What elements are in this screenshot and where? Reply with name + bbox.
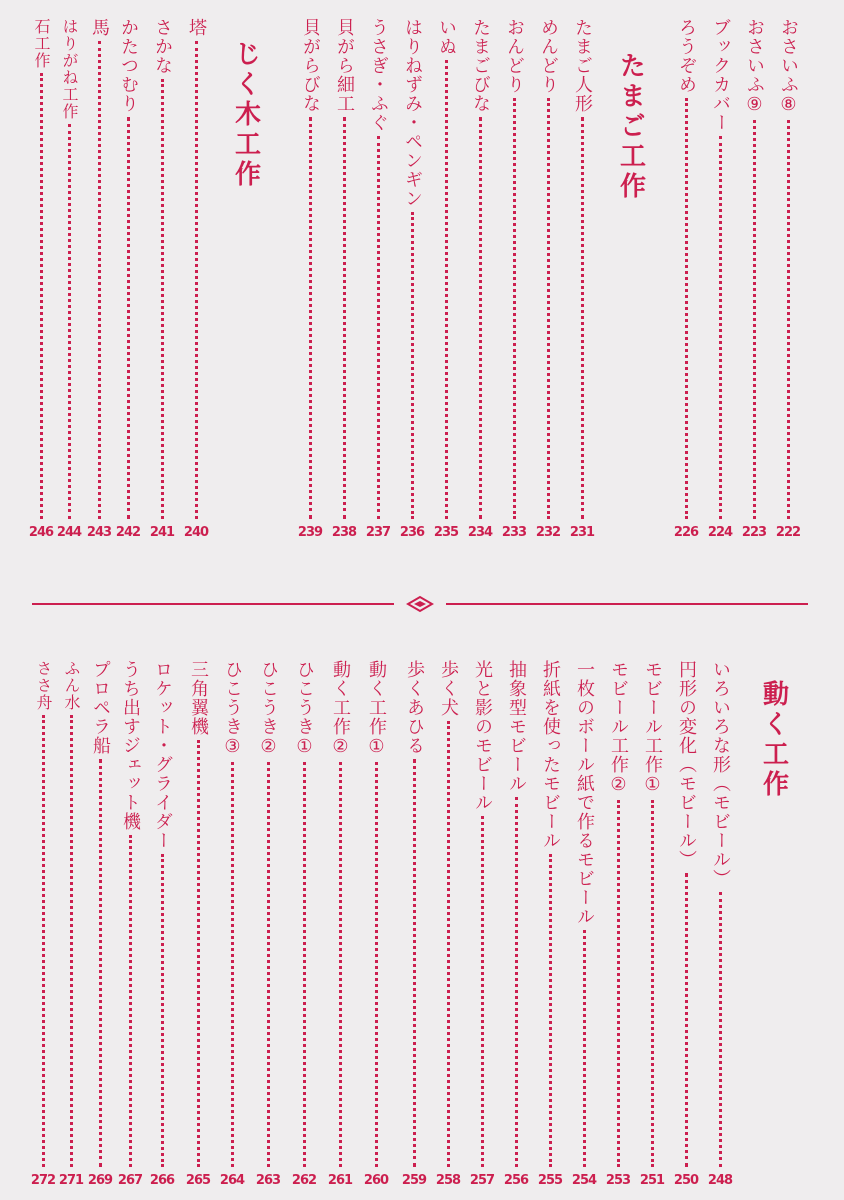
dot-leader xyxy=(753,120,756,519)
toc-entry[interactable]: 馬 243 xyxy=(86,18,112,540)
toc-entry[interactable]: さかな 241 xyxy=(149,18,175,540)
section-heading-matchstick-craft: じく木工作 xyxy=(230,40,261,190)
dot-leader xyxy=(267,762,270,1167)
dot-leader xyxy=(70,715,73,1167)
dot-leader xyxy=(685,873,688,1167)
toc-entry[interactable]: おさいふ⑨ 223 xyxy=(741,18,767,540)
toc-entry[interactable]: うさぎ・ふぐ 237 xyxy=(365,18,391,540)
section-heading-moving-craft: 動く工作 xyxy=(758,680,789,800)
dot-leader xyxy=(445,60,448,519)
toc-entry[interactable]: モビール工作② 253 xyxy=(605,660,631,1188)
toc-entry[interactable]: 歩くあひる 259 xyxy=(401,660,427,1188)
dot-leader xyxy=(719,892,722,1167)
dot-leader xyxy=(411,212,414,519)
toc-entry[interactable]: いろいろな形（モビール） 248 xyxy=(707,660,733,1188)
toc-entry[interactable]: 動く工作② 261 xyxy=(327,660,353,1188)
dot-leader xyxy=(685,98,688,519)
dot-leader xyxy=(651,800,654,1167)
dot-leader xyxy=(98,41,101,519)
toc-entry[interactable]: たまご人形 231 xyxy=(569,18,595,540)
toc-entry[interactable]: 歩く犬 258 xyxy=(435,660,461,1188)
section-heading-egg-craft: たまご工作 xyxy=(615,52,646,202)
dot-leader xyxy=(719,136,722,519)
toc-entry[interactable]: 光と影のモビール 257 xyxy=(469,660,495,1188)
dot-leader xyxy=(375,762,378,1167)
toc-entry[interactable]: ロケット・グライダー 266 xyxy=(149,660,175,1188)
toc-entry[interactable]: 抽象型モビール 256 xyxy=(503,660,529,1188)
toc-entry[interactable]: たまごびな 234 xyxy=(467,18,493,540)
toc-entry[interactable]: 貝がらびな 239 xyxy=(297,18,323,540)
dot-leader xyxy=(787,120,790,519)
diamond-ornament-icon xyxy=(406,595,434,613)
toc-entry[interactable]: おんどり 233 xyxy=(501,18,527,540)
toc-entry[interactable]: ひこうき② 263 xyxy=(255,660,281,1188)
toc-entry[interactable]: 石工作 246 xyxy=(28,18,54,540)
dot-leader xyxy=(68,124,71,519)
dot-leader xyxy=(515,797,518,1167)
dot-leader xyxy=(581,117,584,519)
dot-leader xyxy=(343,117,346,519)
section-divider xyxy=(32,600,808,608)
dot-leader xyxy=(161,854,164,1167)
toc-entry[interactable]: プロペラ船 269 xyxy=(87,660,113,1188)
dot-leader xyxy=(129,835,132,1167)
toc-entry[interactable]: 円形の変化（モビール） 250 xyxy=(673,660,699,1188)
toc-entry[interactable]: かたつむり 242 xyxy=(115,18,141,540)
toc-entry[interactable]: モビール工作① 251 xyxy=(639,660,665,1188)
dot-leader xyxy=(583,930,586,1167)
toc-entry[interactable]: おさいふ⑧ 222 xyxy=(775,18,801,540)
dot-leader xyxy=(99,759,102,1167)
toc-entry[interactable]: ろうぞめ 226 xyxy=(673,18,699,540)
dot-leader xyxy=(40,73,43,519)
dot-leader xyxy=(231,762,234,1167)
dot-leader xyxy=(309,117,312,519)
dot-leader xyxy=(549,854,552,1167)
dot-leader xyxy=(413,759,416,1167)
dot-leader xyxy=(42,715,45,1167)
dot-leader xyxy=(447,721,450,1167)
dot-leader xyxy=(303,762,306,1167)
toc-entry[interactable]: はりねずみ・ペンギン 236 xyxy=(399,18,425,540)
dot-leader xyxy=(617,800,620,1167)
toc-entry[interactable]: ブックカバー 224 xyxy=(707,18,733,540)
dot-leader xyxy=(513,98,516,519)
dot-leader xyxy=(479,117,482,519)
dot-leader xyxy=(339,762,342,1167)
toc-entry[interactable]: 塔 240 xyxy=(183,18,209,540)
toc-entry[interactable]: ひこうき③ 264 xyxy=(219,660,245,1188)
toc-entry[interactable]: 一枚のボール紙で作るモビール 254 xyxy=(571,660,597,1188)
toc-entry[interactable]: はりがね工作 244 xyxy=(56,18,82,540)
toc-entry[interactable]: 三角翼機 265 xyxy=(185,660,211,1188)
toc-entry[interactable]: 折紙を使ったモビール 255 xyxy=(537,660,563,1188)
dot-leader xyxy=(547,98,550,519)
toc-entry[interactable]: めんどり 232 xyxy=(535,18,561,540)
toc-entry[interactable]: ふん水 271 xyxy=(58,660,84,1188)
dot-leader xyxy=(195,41,198,519)
toc-entry[interactable]: うち出すジェット機 267 xyxy=(117,660,143,1188)
toc-entry[interactable]: ひこうき① 262 xyxy=(291,660,317,1188)
dot-leader xyxy=(161,79,164,519)
dot-leader xyxy=(127,117,130,519)
dot-leader xyxy=(197,740,200,1167)
toc-entry[interactable]: いぬ 235 xyxy=(433,18,459,540)
toc-entry[interactable]: 動く工作① 260 xyxy=(363,660,389,1188)
toc-entry[interactable]: 貝がら細工 238 xyxy=(331,18,357,540)
toc-entry[interactable]: ささ舟 272 xyxy=(30,660,56,1188)
dot-leader xyxy=(481,816,484,1167)
dot-leader xyxy=(377,136,380,519)
